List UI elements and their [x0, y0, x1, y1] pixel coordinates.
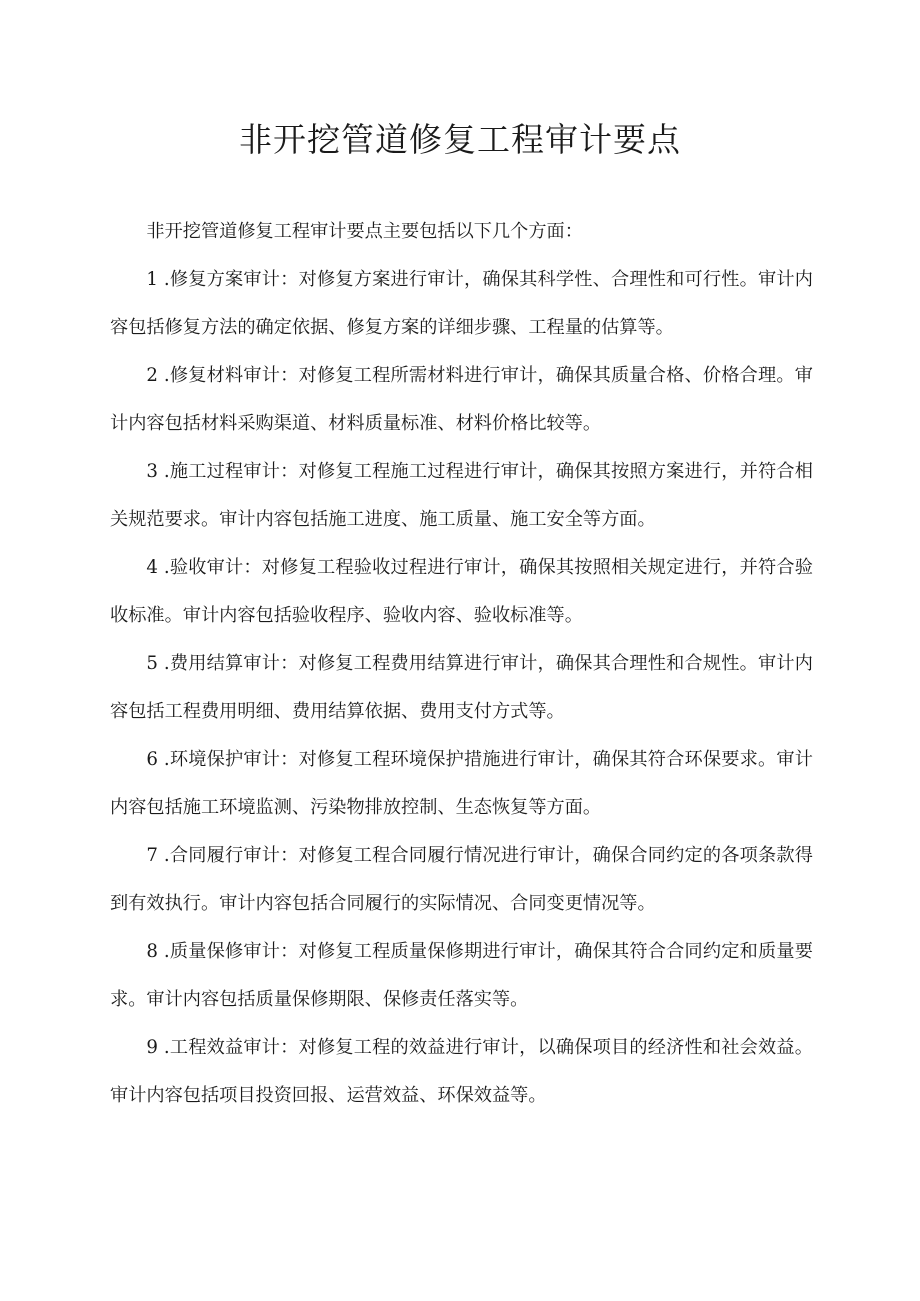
audit-item-7: 7 .合同履行审计：对修复工程合同履行情况进行审计，确保合同约定的各项条款得到有效执行。审计内容包括合同履行的实际情况、合同变更情况等。 — [110, 845, 813, 914]
document-title: 非开挖管道修复工程审计要点 — [239, 120, 681, 159]
audit-item-1: 1 .修复方案审计：对修复方案进行审计，确保其科学性、合理性和可行性。审计内容包括修复方法的确定依据、修复方案的详细步骤、工程量的估算等。 — [110, 269, 813, 338]
audit-item-6: 6 .环境保护审计：对修复工程环境保护措施进行审计，确保其符合环保要求。审计内容包括施工环境监测、污染物排放控制、生态恢复等方面。 — [110, 749, 813, 818]
intro-paragraph: 非开挖管道修复工程审计要点主要包括以下几个方面： — [146, 221, 583, 242]
audit-item-2: 2 .修复材料审计：对修复工程所需材料进行审计，确保其质量合格、价格合理。审计内容包括材料采购渠道、材料质量标准、材料价格比较等。 — [110, 365, 813, 434]
audit-item-5: 5 .费用结算审计：对修复工程费用结算进行审计，确保其合理性和合规性。审计内容包括工程费用明细、费用结算依据、费用支付方式等。 — [110, 653, 813, 722]
audit-item-4: 4 .验收审计：对修复工程验收过程进行审计，确保其按照相关规定进行，并符合验收标准。审计内容包括验收程序、验收内容、验收标准等。 — [110, 557, 813, 626]
document-body — [110, 208, 813, 1120]
audit-item-9: 9 .工程效益审计：对修复工程的效益进行审计，以确保项目的经济性和社会效益。审计内容包括项目投资回报、运营效益、环保效益等。 — [110, 1037, 813, 1106]
audit-item-8: 8 .质量保修审计：对修复工程质量保修期进行审计，确保其符合合同约定和质量要求。审计内容包括质量保修期限、保修责任落实等。 — [110, 941, 813, 1010]
audit-item-3: 3 .施工过程审计：对修复工程施工过程进行审计，确保其按照方案进行，并符合相关规范要求。审计内容包括施工进度、施工质量、施工安全等方面。 — [110, 461, 813, 530]
